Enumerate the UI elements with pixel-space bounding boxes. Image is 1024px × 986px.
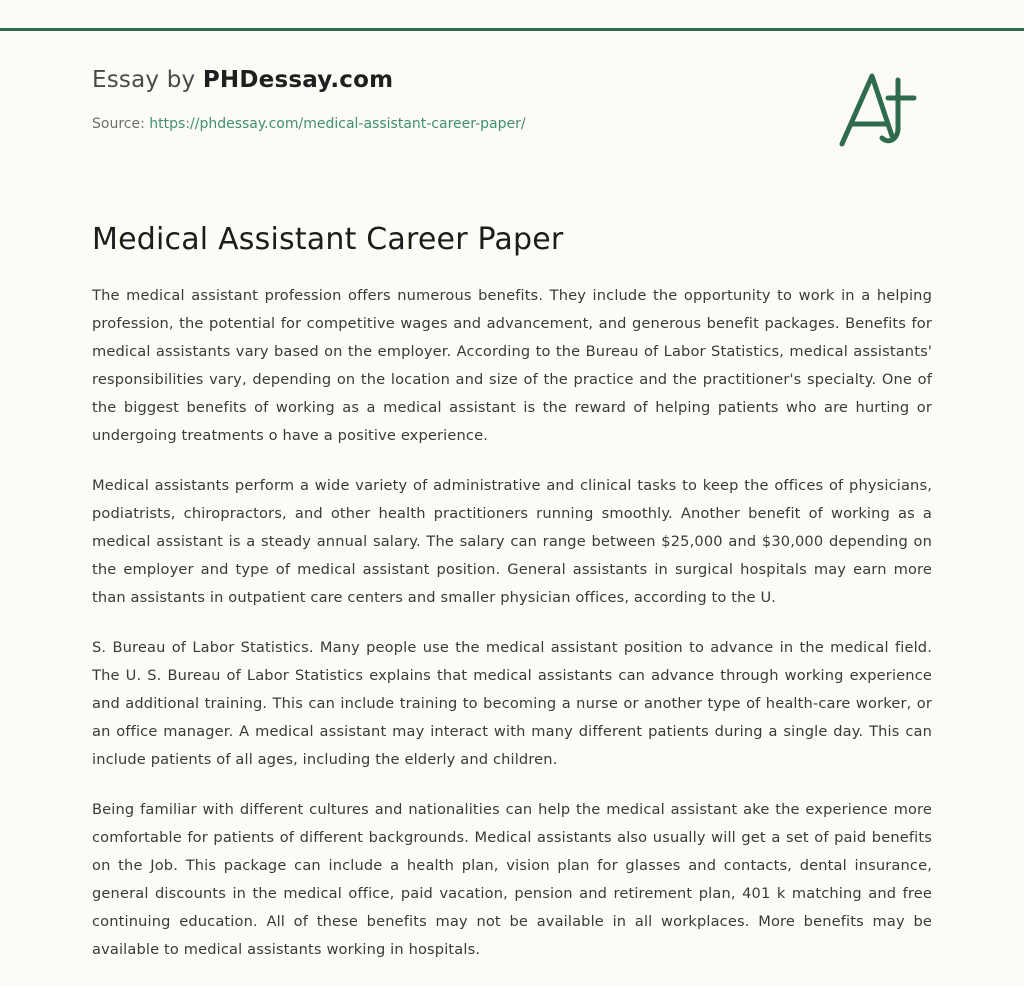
- paragraph: Being familiar with different cultures and nationalities can help the medical assistant ake the experience more comfortable for patients of different backgrounds. Medical assistants also usually will get a set of paid benefits on the Job. This package can include a health plan, vision plan for glasses and contacts, dental insurance, general discounts in the medical office, paid vacation, pension and retirement plan, 401 k matching and free continuing education. All of these benefits may not be available in all workplaces. More benefits may be available to medical assistants working in hospitals.: [92, 801, 932, 958]
- source-line: [92, 116, 942, 132]
- page-title: Medical Assistant Career Paper: [92, 222, 564, 257]
- paragraph: Medical assistants perform a wide variety of administrative and clinical tasks to keep the offices of physicians, podiatrists, chiropractors, and other health practitioners running smoothly. Another benefit of working as a medical assistant is a steady annual salary. The salary can range between $25,000 and $30,000 depending on the employer and type of medical assistant position. General assistants in surgical hospitals may earn more than assistants in outpatient care centers and smaller physician offices, according to the U.: [92, 477, 932, 606]
- document-body: [92, 282, 932, 986]
- top-accent-rule: [0, 28, 1024, 31]
- source-url-link[interactable]: https://phdessay.com/medical-assistant-career-paper/: [149, 115, 526, 132]
- paragraph: The medical assistant profession offers numerous benefits. They include the opportunity to work in a helping profession, the potential for competitive wages and advancement, and generous benefit packages. Benefits for medical assistants vary based on the employer. According to the Bureau of Labor Statistics, medical assistants' responsibilities vary, depending on the location and size of the practice and the practitioner's specialty. One of the biggest benefits of working as a medical assistant is the reward of helping patients who are hurting or undergoing treatments o have a positive experience.: [92, 287, 932, 444]
- brand-by-label: by: [159, 67, 203, 93]
- brand-essay-label: Essay: [92, 67, 160, 93]
- paragraph: S. Bureau of Labor Statistics. Many people use the medical assistant position to advance in the medical field. The U. S. Bureau of Labor Statistics explains that medical assistants can advance through working experience and additional training. This can include training to becoming a nurse or another type of health-care worker, or an office manager. A medical assistant may interact with many different patients during a single day. This can include patients of all ages, including the elderly and children.: [92, 639, 932, 768]
- brand-site-label: PHDessay.com: [202, 67, 394, 93]
- a-plus-logo-icon: [822, 58, 932, 168]
- source-label: Source:: [92, 115, 150, 132]
- document-header: [92, 66, 942, 132]
- brand-line: [92, 66, 942, 96]
